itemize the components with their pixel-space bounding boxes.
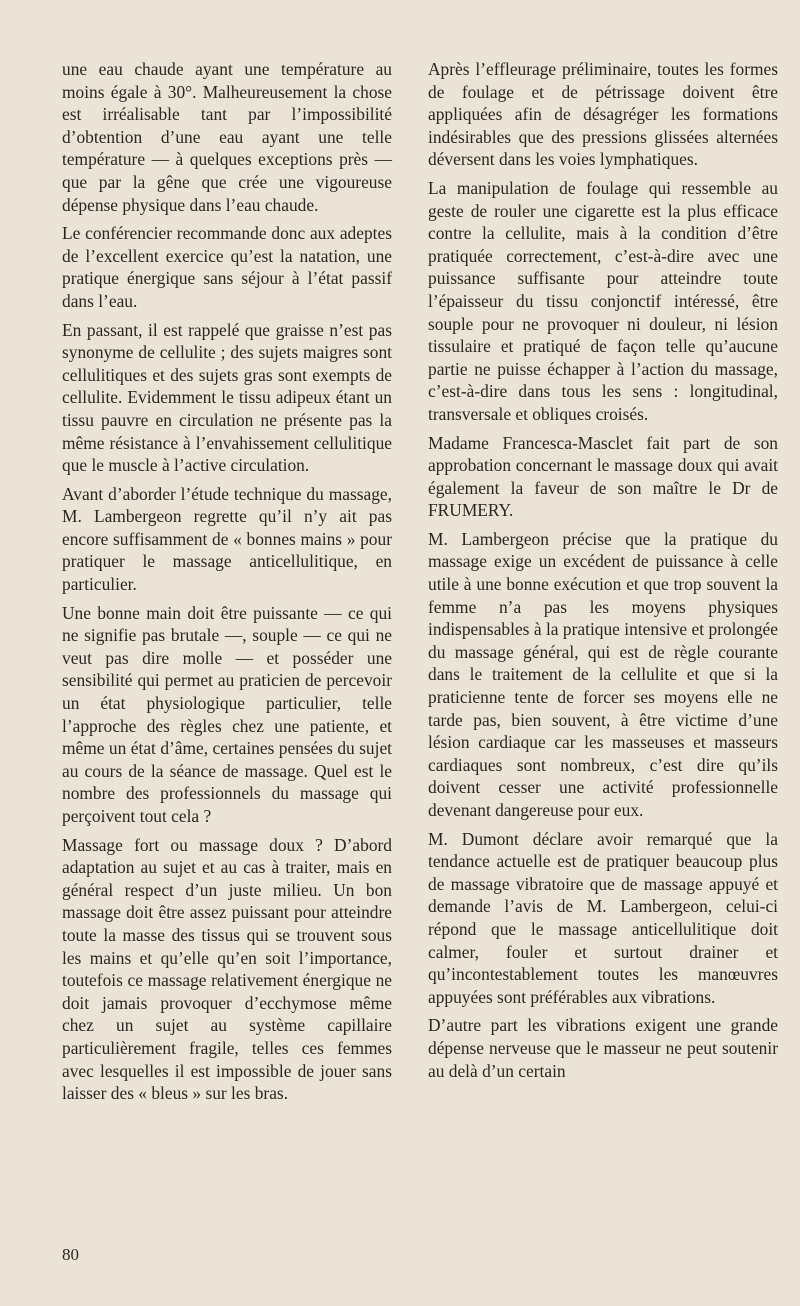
paragraph: Une bonne main doit être puissante — ce qui ne signifie pas brutale —, souple — ce qui ne veut pas dire molle — et posséder une sensibilité qui permet au praticien de percevoir un état physiologique particulier, telle l’approche des règles chez une patiente, et même un état d’âme, certaines pensées du sujet au cours de la séance de massage. Quel est le nombre des professionnels du massage qui perçoivent tout cela ? [62, 602, 392, 826]
left-column [62, 58, 392, 1111]
paragraph: La manipulation de foulage qui ressemble au geste de rouler une cigarette est la plus efficace contre la cellulite, mais à la condition d’être pratiquée correctement, c’est-à-dire avec une puissance suffisante pour atteindre toute l’épaisseur du tissu conjonctif intéressé, être souple pour ne provoquer ni douleur, ni lésion tissulaire et pratiqué de façon telle qu’aucune partie ne puisse échapper à l’action du massage, c’est-à-dire dans tous les sens : longitudinal, transversale et obliques croisés. [428, 177, 778, 424]
paragraph: Le conférencier recommande donc aux adeptes de l’excellent exercice qu’est la natation, une pratique énergique sans séjour à l’état passif dans l’eau. [62, 223, 392, 311]
paragraph: Madame Francesca-Masclet fait part de son approbation concernant le massage doux qui avait également la faveur de son maître le Dr de FRUMERY. [428, 432, 778, 521]
page-number: 80 [62, 1245, 79, 1264]
paragraph: Massage fort ou massage doux ? D’abord adaptation au sujet et au cas à traiter, mais en général respect d’un juste milieu. Un bon massage doit être assez puissant pour atteindre toute la masse des tissus qui se trouvent sous les mains et qu’elle qu’en soit l’importance, toutefois ce massage relativement énergique ne doit jamais provoquer d’ecchymose même chez un sujet au système capillaire particulièrement fragile, telles ces femmes avec lesquelles il est impossible de jouer sans laisser des « bleus » sur les bras. [62, 834, 392, 1104]
paragraph: Après l’effleurage préliminaire, toutes les formes de foulage et de pétrissage doivent être appliquées afin de désagréger les formations indésirables que des pressions glissées alternées déversent dans les voies lymphatiques. [428, 59, 778, 170]
paragraph: M. Dumont déclare avoir remarqué que la tendance actuelle est de pratiquer beaucoup plus de massage vibratoire que de massage appuyé et demande l’avis de M. Lambergeon, celui-ci répond que le massage anticellulitique doit calmer, fouler et surtout drainer et qu’incontestablement toutes les manœuvres appuyées sont préférables aux vibrations. [428, 828, 778, 1007]
paragraph: En passant, il est rappelé que graisse n’est pas synonyme de cellulite ; des sujets maigres sont cellulitiques et des sujets gras sont exempts de cellulite. Evidemment le tissu adipeux étant un tissu pauvre en circulation ne présente pas la même résistance à l’envahissement cellulitique que le muscle à l’active circulation. [62, 319, 392, 476]
paragraph: une eau chaude ayant une température au moins égale à 30°. Malheureusement la chose est irréalisable tant par l’impossibilité d’obtention d’une eau ayant une telle température — à quelques exceptions près — que par la gêne que crée une vigoureuse dépense physique dans l’eau chaude. [62, 59, 392, 215]
paragraph: D’autre part les vibrations exigent une grande dépense nerveuse que le masseur ne peut soutenir au delà d’un certain [428, 1015, 778, 1081]
paragraph: M. Lambergeon précise que la pratique du massage exige un excédent de puissance à celle utile à une bonne exécution et que trop souvent la femme n’a pas les moyens physiques indispensables à la pratique intensive et prolongée du massage général, qui est de règle courante dans le traitement de la cellulite et que si la praticienne tente de forcer ses moyens elle ne tarde pas, bien souvent, à être victime d’une lésion cardiaque car les masseuses et masseurs cardiaques sont nombreux, c’est dire qu’ils doivent cesser une activité professionnelle devenant dangereuse pour eux. [428, 528, 778, 820]
paragraph: Avant d’aborder l’étude technique du massage, M. Lambergeon regrette qu’il n’y ait pas encore suffisamment de « bonnes mains » pour pratiquer le massage anticellulitique, en particulier. [62, 483, 392, 595]
right-column [428, 58, 778, 1088]
